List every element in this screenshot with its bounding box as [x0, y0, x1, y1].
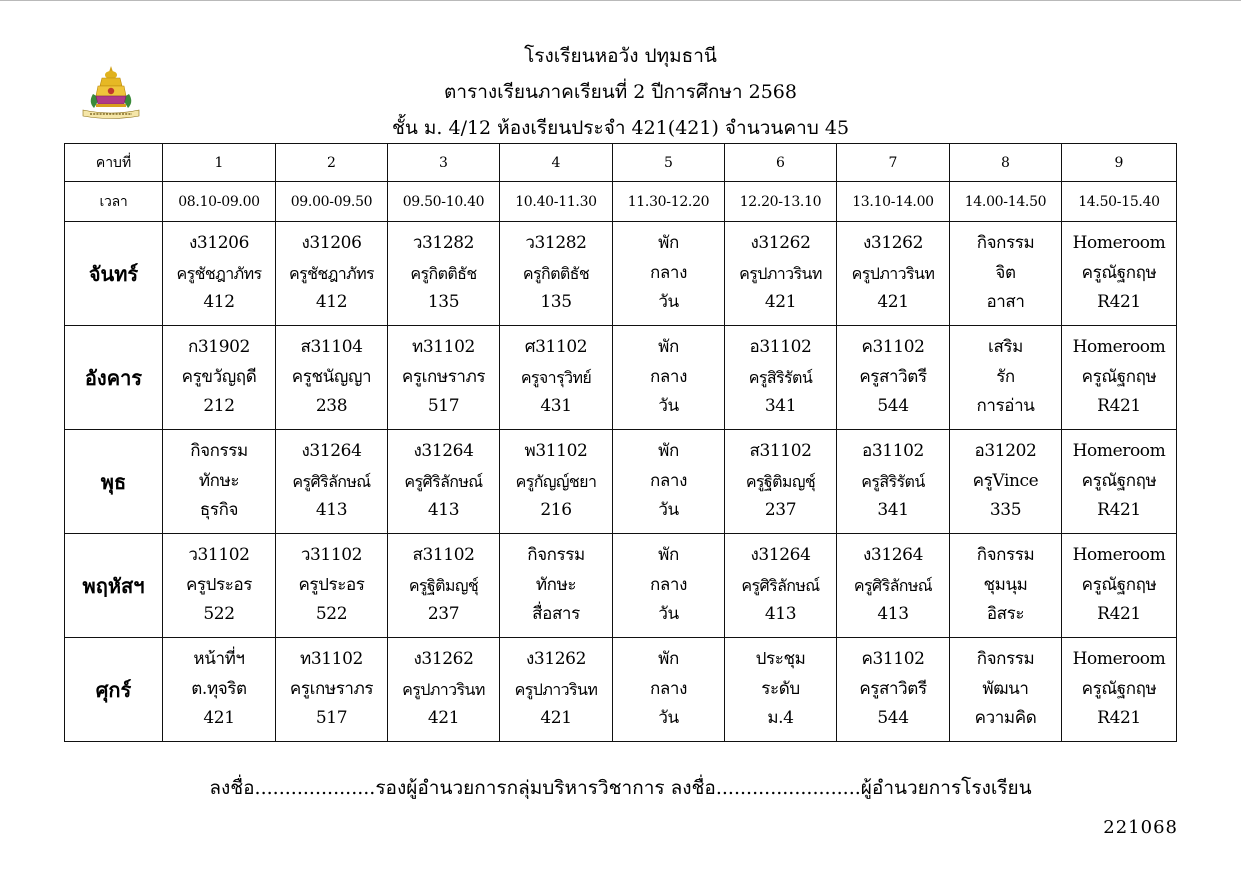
- teacher-name: ครูเกษราภร: [401, 366, 486, 387]
- room-number: อิสระ: [986, 604, 1025, 625]
- teacher-name: ครูศิริลักษณ์: [853, 575, 933, 595]
- room-number: R421: [1097, 708, 1141, 729]
- teacher-name: ครูสิริรัตน์: [748, 367, 813, 387]
- day-row: [65, 534, 1177, 638]
- schedule-cell: [613, 534, 725, 638]
- subject-code: ส31102: [749, 441, 812, 462]
- room-number: วัน: [658, 292, 679, 313]
- time-slot: 08.10-09.00: [163, 182, 276, 222]
- room-number: 237: [427, 604, 460, 625]
- day-row: [65, 638, 1177, 742]
- subject-code: ง31264: [413, 441, 474, 462]
- teacher-name: ครูชนัญญา: [291, 366, 372, 387]
- subject-code: ว31282: [525, 233, 587, 254]
- subject-code: ง31206: [301, 233, 362, 254]
- subject-code: ง31262: [413, 649, 474, 670]
- room-number: 413: [315, 500, 348, 521]
- schedule-cell: [950, 638, 1062, 742]
- timetable-body: [65, 144, 1177, 742]
- timetable: [64, 143, 1177, 742]
- teacher-name: ระดับ: [761, 678, 800, 699]
- subject-code: ค31102: [861, 649, 925, 670]
- room-number: R421: [1097, 604, 1141, 625]
- schedule-cell: [276, 638, 388, 742]
- time-slot: 13.10-14.00: [837, 182, 950, 222]
- teacher-name: ครูกิตติธัช: [522, 263, 590, 283]
- schedule-cell: [276, 430, 388, 534]
- schedule-cell: [163, 326, 276, 430]
- school-name: โรงเรียนหอวัง ปทุมธานี: [524, 45, 717, 67]
- room-number: 413: [427, 500, 460, 521]
- schedule-cell: [276, 534, 388, 638]
- teacher-name: พัฒนา: [982, 678, 1029, 699]
- schedule-cell: [837, 222, 950, 326]
- time-slot: 10.40-11.30: [500, 182, 613, 222]
- room-number: 216: [540, 500, 572, 521]
- schedule-cell: [1062, 326, 1177, 430]
- subject-code: อ31102: [862, 441, 924, 462]
- schedule-cell: [613, 638, 725, 742]
- time-slot: 12.20-13.10: [725, 182, 837, 222]
- subject-code: Homeroom: [1072, 233, 1166, 254]
- subject-code: พัก: [658, 649, 679, 670]
- room-number: 421: [203, 708, 235, 729]
- teacher-name: ครูชัชฎาภัทร: [176, 263, 262, 283]
- subject-code: พ31102: [524, 441, 588, 462]
- signature-line: ลงชื่อ....................รองผู้อำนวยการกลุ่มบริหารวิชาการ ลงชื่อ........................ผู้อำนวยการโรงเรียน: [209, 777, 1032, 799]
- teacher-name: ครูปภาวรินท: [739, 263, 822, 283]
- schedule-cell: [163, 430, 276, 534]
- schedule-cell: [837, 534, 950, 638]
- subject-code: ว31102: [300, 545, 363, 566]
- teacher-name: ครูสิริรัตน์: [861, 471, 925, 491]
- teacher-name: ครูขวัญฤดี: [181, 366, 257, 387]
- subject-code: Homeroom: [1072, 337, 1166, 358]
- schedule-cell: [725, 430, 837, 534]
- schedule-cell: [276, 326, 388, 430]
- day-row: [65, 326, 1177, 430]
- subject-code: ง31264: [301, 441, 362, 462]
- period-number: 2: [276, 144, 388, 182]
- period-header-row: [65, 144, 1177, 182]
- subject-code: อ31102: [749, 337, 812, 358]
- teacher-name: ครูศิริลักษณ์: [741, 575, 820, 595]
- schedule-cell: [837, 638, 950, 742]
- period-number: 3: [388, 144, 500, 182]
- teacher-name: ครูณัฐกฤษ: [1081, 470, 1157, 491]
- teacher-name: กลาง: [650, 262, 687, 283]
- room-number: 431: [540, 396, 572, 417]
- teacher-name: ครูฐิติมญชุ์: [745, 471, 816, 491]
- day-row: [65, 430, 1177, 534]
- subject-code: Homeroom: [1072, 441, 1166, 462]
- subject-code: กิจกรรม: [190, 441, 248, 462]
- room-number: 413: [764, 604, 797, 625]
- subject-code: ศ31102: [524, 337, 588, 358]
- room-number: R421: [1097, 396, 1141, 417]
- room-number: 412: [315, 292, 348, 313]
- period-number: 1: [163, 144, 276, 182]
- teacher-name: ครูสาวิตรี: [859, 678, 927, 699]
- schedule-cell: [388, 430, 500, 534]
- room-number: 135: [540, 292, 572, 313]
- subject-code: เสริม: [988, 337, 1023, 358]
- teacher-name: กลาง: [650, 470, 687, 491]
- subject-code: ง31262: [526, 649, 586, 670]
- subject-code: ง31264: [750, 545, 811, 566]
- room-number: 522: [315, 604, 348, 625]
- room-number: R421: [1097, 292, 1141, 313]
- schedule-cell: [725, 534, 837, 638]
- subject-code: ท31102: [300, 649, 363, 670]
- teacher-name: ทักษะ: [535, 574, 577, 595]
- room-number: 341: [764, 396, 797, 417]
- room-number: 421: [427, 708, 460, 729]
- room-number: 238: [315, 396, 348, 417]
- subject-code: พัก: [658, 233, 679, 254]
- schedule-cell: [1062, 638, 1177, 742]
- schedule-cell: [1062, 222, 1177, 326]
- room-number: วัน: [658, 396, 679, 417]
- subject-code: ประชุม: [755, 649, 806, 670]
- subject-code: หน้าที่ฯ: [193, 649, 245, 670]
- period-number: 9: [1062, 144, 1177, 182]
- room-number: วัน: [658, 500, 679, 521]
- day-name: จันทร์: [65, 222, 163, 326]
- schedule-cell: [500, 430, 613, 534]
- teacher-name: ครูปภาวรินท: [514, 679, 598, 699]
- teacher-name: รัก: [996, 366, 1015, 387]
- day-name: อังคาร: [65, 326, 163, 430]
- teacher-name: ครูชัชฎาภัทร: [288, 263, 375, 283]
- period-number: 8: [950, 144, 1062, 182]
- teacher-name: ครูประอร: [298, 574, 365, 595]
- subject-code: ง31206: [189, 233, 249, 254]
- document-code: 221068: [1103, 817, 1178, 838]
- room-number: 237: [764, 500, 797, 521]
- room-number: 544: [877, 708, 909, 729]
- room-number: ความคิด: [974, 708, 1037, 729]
- schedule-cell: [1062, 430, 1177, 534]
- subject-code: ง31264: [863, 545, 923, 566]
- time-slot: 14.00-14.50: [950, 182, 1062, 222]
- subject-code: ส31102: [412, 545, 475, 566]
- teacher-name: กลาง: [650, 678, 687, 699]
- room-number: 412: [203, 292, 235, 313]
- teacher-name: จิต: [995, 262, 1016, 283]
- class-info: ชั้น ม. 4/12 ห้องเรียนประจำ 421(421) จำนวนคาบ 45: [391, 117, 850, 139]
- schedule-cell: [388, 638, 500, 742]
- teacher-name: ครูณัฐกฤษ: [1081, 262, 1157, 283]
- schedule-cell: [1062, 534, 1177, 638]
- subject-code: ว31102: [188, 545, 250, 566]
- period-number: 6: [725, 144, 837, 182]
- schedule-cell: [500, 326, 613, 430]
- schedule-cell: [725, 222, 837, 326]
- teacher-name: ชุมนุม: [983, 574, 1028, 595]
- teacher-name: ต.ทุจริต: [191, 678, 247, 699]
- subject-code: กิจกรรม: [976, 233, 1035, 254]
- teacher-name: ครูกัญญ์ชยา: [515, 471, 597, 491]
- subject-code: กิจกรรม: [976, 649, 1035, 670]
- teacher-name: ครูณัฐกฤษ: [1081, 574, 1157, 595]
- subject-code: ค31102: [861, 337, 925, 358]
- schedule-cell: [725, 326, 837, 430]
- subject-code: กิจกรรม: [527, 545, 585, 566]
- room-number: ธุรกิจ: [199, 500, 239, 521]
- subject-code: พัก: [658, 337, 679, 358]
- teacher-name: ครูประอร: [185, 574, 253, 595]
- room-number: 544: [877, 396, 909, 417]
- schedule-cell: [613, 222, 725, 326]
- subject-code: อ31202: [974, 441, 1037, 462]
- time-slot: 11.30-12.20: [613, 182, 725, 222]
- schedule-cell: [276, 222, 388, 326]
- schedule-cell: [388, 534, 500, 638]
- teacher-name: ครูสาวิตรี: [859, 366, 927, 387]
- time-slot: 14.50-15.40: [1062, 182, 1177, 222]
- teacher-name: ครูศิริลักษณ์: [292, 471, 371, 491]
- schedule-cell: [163, 222, 276, 326]
- room-number: 421: [764, 292, 797, 313]
- teacher-name: ครูณัฐกฤษ: [1081, 678, 1157, 699]
- subject-code: ว31282: [412, 233, 475, 254]
- day-name: พฤหัสฯ: [65, 534, 163, 638]
- subject-code: ท31102: [412, 337, 475, 358]
- subject-code: Homeroom: [1072, 649, 1166, 670]
- time-slot: 09.00-09.50: [276, 182, 388, 222]
- period-number: 7: [837, 144, 950, 182]
- schedule-title: ตารางเรียนภาคเรียนที่ 2 ปีการศึกษา 2568: [444, 81, 797, 103]
- period-number: 5: [613, 144, 725, 182]
- schedule-cell: [613, 430, 725, 534]
- room-number: 335: [989, 500, 1022, 521]
- schedule-cell: [163, 638, 276, 742]
- subject-code: Homeroom: [1072, 545, 1166, 566]
- schedule-cell: [500, 534, 613, 638]
- schedule-cell: [500, 222, 613, 326]
- teacher-name: ครูจารุวิทย์: [520, 367, 592, 387]
- day-name: พุธ: [65, 430, 163, 534]
- room-number: 135: [427, 292, 460, 313]
- teacher-name: ครูเกษราภร: [289, 678, 374, 699]
- schedule-cell: [388, 326, 500, 430]
- subject-code: ก31902: [188, 337, 250, 358]
- schedule-cell: [950, 326, 1062, 430]
- teacher-name: ครูณัฐกฤษ: [1081, 366, 1157, 387]
- schedule-cell: [500, 638, 613, 742]
- teacher-name: ครูกิตติธัช: [410, 263, 477, 283]
- time-row: [65, 182, 1177, 222]
- room-number: 413: [877, 604, 909, 625]
- teacher-name: ครูศิริลักษณ์: [404, 471, 483, 491]
- schedule-cell: [837, 430, 950, 534]
- subject-code: ง31262: [863, 233, 923, 254]
- time-slot: 09.50-10.40: [388, 182, 500, 222]
- teacher-name: กลาง: [650, 366, 687, 387]
- teacher-name: ครูปภาวรินท: [402, 679, 485, 699]
- subject-code: ง31262: [750, 233, 811, 254]
- room-number: สื่อสาร: [532, 604, 580, 625]
- room-number: 517: [427, 396, 460, 417]
- room-number: วัน: [658, 604, 679, 625]
- schedule-cell: [388, 222, 500, 326]
- room-number: การอ่าน: [976, 396, 1035, 417]
- teacher-name: ครูปภาวรินท: [851, 263, 935, 283]
- subject-code: พัก: [658, 545, 679, 566]
- subject-code: กิจกรรม: [976, 545, 1035, 566]
- top-border-line: [0, 0, 1241, 1]
- schedule-cell: [950, 430, 1062, 534]
- room-number: 212: [203, 396, 235, 417]
- subject-code: ส31104: [300, 337, 363, 358]
- schedule-cell: [725, 638, 837, 742]
- teacher-name: ทักษะ: [198, 470, 240, 491]
- period-label: คาบที่: [65, 144, 163, 182]
- room-number: 421: [877, 292, 909, 313]
- room-number: 522: [203, 604, 235, 625]
- room-number: R421: [1097, 500, 1141, 521]
- room-number: 517: [315, 708, 348, 729]
- time-label: เวลา: [65, 182, 163, 222]
- subject-code: พัก: [658, 441, 679, 462]
- schedule-cell: [163, 534, 276, 638]
- schedule-cell: [950, 222, 1062, 326]
- teacher-name: ครูฐิติมญชุ์: [408, 575, 479, 595]
- room-number: 341: [877, 500, 909, 521]
- room-number: อาสา: [986, 292, 1025, 313]
- teacher-name: กลาง: [650, 574, 687, 595]
- schedule-cell: [950, 534, 1062, 638]
- day-row: [65, 222, 1177, 326]
- schedule-cell: [613, 326, 725, 430]
- schedule-cell: [837, 326, 950, 430]
- teacher-name: ครูVince: [972, 470, 1039, 491]
- room-number: วัน: [658, 708, 679, 729]
- room-number: 421: [540, 708, 572, 729]
- period-number: 4: [500, 144, 613, 182]
- room-number: ม.4: [767, 708, 794, 729]
- day-name: ศุกร์: [65, 638, 163, 742]
